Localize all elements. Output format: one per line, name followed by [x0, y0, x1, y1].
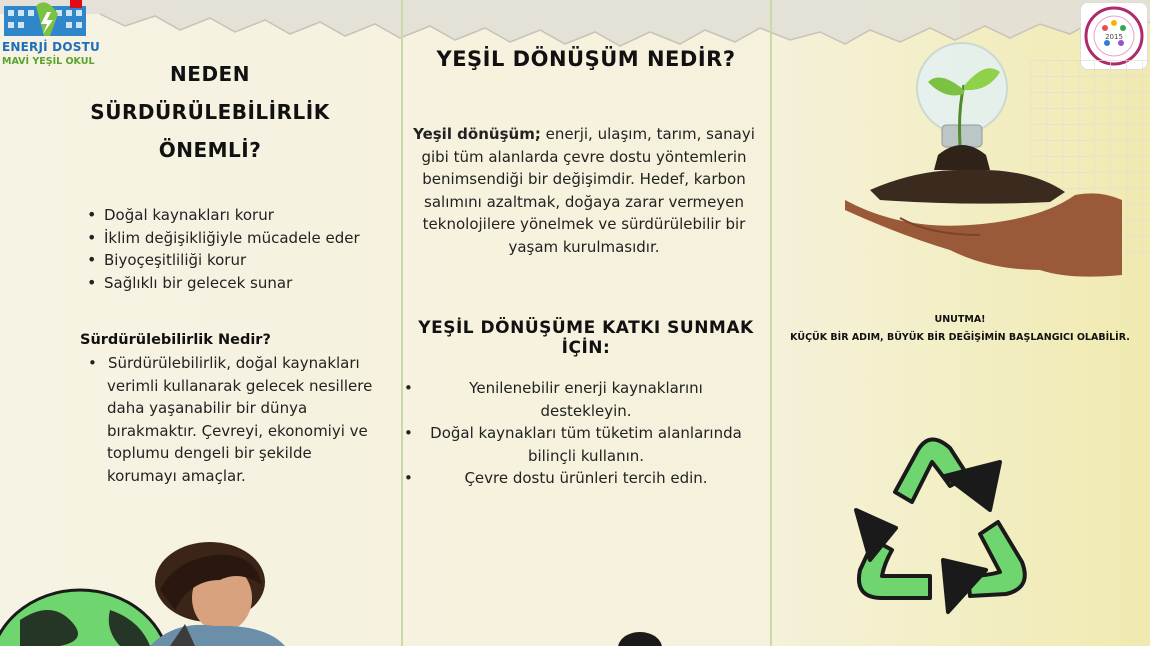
sustainability-definition: [88, 352, 398, 487]
intro-bold-term: Yeşil dönüşüm;: [413, 125, 541, 143]
badge-year: 2015: [1105, 33, 1123, 41]
reminder-title: UNUTMA!: [934, 314, 986, 325]
globe-and-woman-illustration: [0, 540, 400, 646]
definition-line: Yeşil dönüşüm; enerji, ulaşım, tarım, sanayi: [413, 125, 755, 143]
reminder-text: KÜÇÜK BİR ADIM, BÜYÜK BİR DEĞİŞİMİN BAŞLANGICI OLABİLİR.: [790, 332, 1130, 343]
list-item: • Sağlıklı bir gelecek sunar: [84, 272, 360, 295]
definition-line: salımını azaltmak, doğaya zarar vermeyen: [424, 192, 744, 211]
definition-line: verimli kullanarak gelecek nesillere: [107, 376, 373, 395]
column-divider-2: [770, 0, 772, 646]
list-item: • Biyoçeşitliliği korur: [84, 249, 360, 272]
col1-title-line: ÖNEMLİ?: [158, 138, 262, 162]
col2-subtitle: YEŞİL DÖNÜŞÜME KATKI SUNMAK İÇİN:: [418, 318, 754, 358]
definition-line: toplumu dengeli bir şekilde: [107, 444, 312, 462]
list-item: • Doğal kaynakları korur: [84, 204, 360, 227]
column-divider-1: [401, 0, 403, 646]
definition-line: korumayı amaçlar.: [107, 466, 246, 485]
action-item: • Doğal kaynakları tüm tüketim alanlarında bilinçli kullanın.: [404, 424, 742, 465]
bulb-plant-hand-illustration: [840, 30, 1125, 280]
sustainability-subheading: Sürdürülebilirlik Nedir?: [80, 332, 271, 348]
definition-line: yaşam kurulmasıdır.: [508, 237, 660, 256]
definition-line: bırakmaktır. Çevreyi, ekonomiyi ve: [107, 421, 368, 440]
action-item: • Çevre dostu ürünleri tercih edin.: [404, 469, 708, 487]
col1-title-line: SÜRDÜRÜLEBİLİRLİK: [90, 100, 330, 124]
action-item: • Yenilenebilir enerji kaynaklarını destekleyin.: [404, 379, 703, 420]
definition-line: teknolojilere yönelmek ve sürdürülebilir bir: [422, 215, 746, 233]
actions-list: [404, 377, 768, 490]
definition-line: daha yaşanabilir bir dünya: [107, 399, 308, 417]
energy-friend-logo: [0, 0, 100, 72]
logo-line-1: ENERJİ DOSTU: [2, 40, 100, 54]
logo-line-2: MAVİ YEŞİL OKUL: [2, 56, 95, 67]
recycle-icon: [840, 430, 1035, 630]
list-item: • İklim değişikliğiyle mücadele eder: [84, 227, 360, 250]
col1-title-line: NEDEN: [170, 62, 250, 86]
school-building-icon: [0, 0, 90, 40]
green-transformation-definition: [404, 123, 764, 258]
benefits-list: [84, 204, 360, 294]
definition-line: gibi tüm alanlarda çevre dostu yöntemlerin: [421, 147, 747, 166]
definition-line: benimsendiği bir değişimdir. Hedef, karbon: [422, 170, 746, 188]
definition-line: • Sürdürülebilirlik, doğal kaynakları: [88, 354, 360, 372]
col2-title: YEŞİL DÖNÜŞÜM NEDİR?: [436, 47, 736, 71]
child-head-illustration: [610, 628, 670, 646]
col1-title: [90, 55, 330, 169]
